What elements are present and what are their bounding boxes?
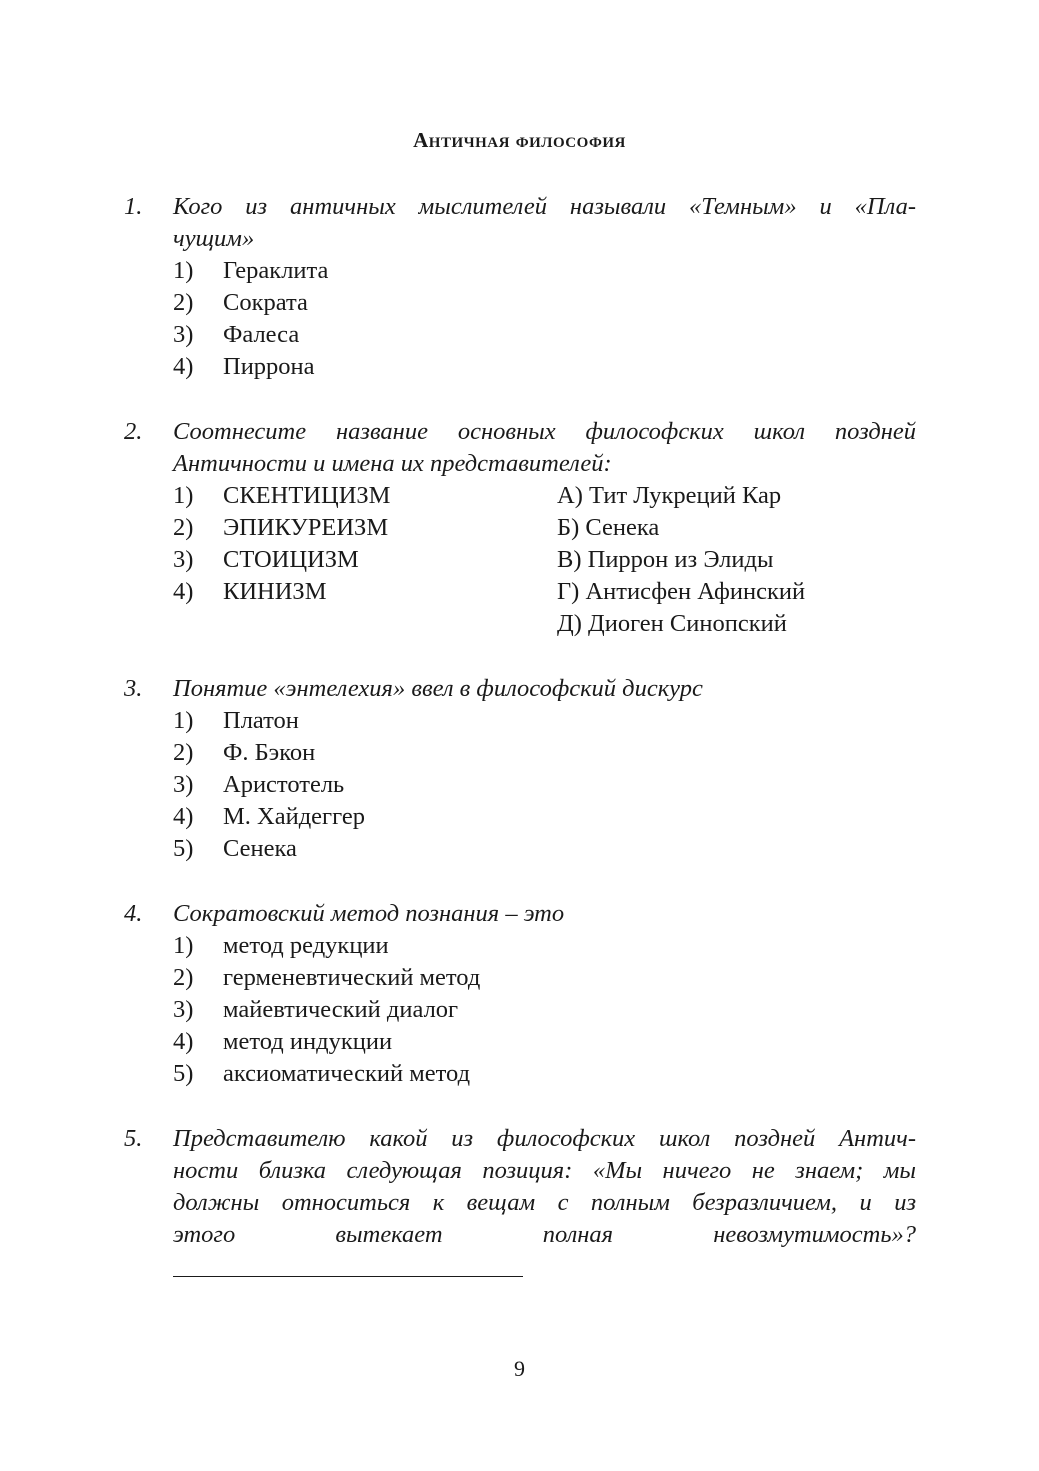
question-number: 5. [124,1125,143,1152]
option-text: КИНИЗМ [223,578,327,605]
option-number: 2) [173,514,194,541]
match-option: Г) Антисфен Афинский [557,578,806,605]
page-title: Античная философия [413,128,626,152]
option-number: 4) [173,353,194,380]
question-text-line: ности близка следующая позиция: «Мы ничего не знаем; мы [173,1157,916,1184]
question-text-line: Понятие «энтелехия» ввел в философский дискурс [173,675,703,702]
option-number: 3) [173,771,194,798]
match-option: Б) Сенека [557,514,660,541]
option-text: герменевтический метод [223,964,481,991]
option-text: Ф. Бэкон [223,739,316,766]
option-number: 4) [173,578,194,605]
option-number: 3) [173,996,194,1023]
option-number: 3) [173,321,194,348]
question-text-line: Античности и имена их представителей: [173,450,612,477]
match-option: Д) Диоген Синопский [557,610,787,637]
option-text: майевтический диалог [223,996,459,1023]
option-text: СТОИЦИЗМ [223,546,359,573]
question-number: 2. [124,418,143,445]
question-text-line: Соотнесите название основных философских школ поздней [173,418,916,445]
question-text-line: чущим» [173,225,255,252]
question-number: 3. [124,675,143,702]
option-number: 4) [173,1028,194,1055]
option-text: метод редукции [223,932,389,959]
option-number: 1) [173,932,194,959]
option-number: 1) [173,482,194,509]
option-text: Гераклита [223,257,329,284]
option-text: Сократа [223,289,308,316]
option-number: 2) [173,739,194,766]
option-text: Пиррона [223,353,315,380]
option-number: 4) [173,803,194,830]
option-number: 2) [173,964,194,991]
option-text: Аристотель [223,771,345,798]
option-number: 5) [173,1060,194,1087]
option-number: 1) [173,257,194,284]
option-text: ЭПИКУРЕИЗМ [223,514,389,541]
option-number: 2) [173,289,194,316]
question-number: 1. [124,193,143,220]
option-number: 1) [173,707,194,734]
option-text: СКЕНТИЦИЗМ [223,482,391,509]
option-text: Сенека [223,835,297,862]
answer-blank-line[interactable] [173,1276,523,1277]
option-number: 3) [173,546,194,573]
option-text: метод индукции [223,1028,393,1055]
option-number: 5) [173,835,194,862]
option-text: аксиоматический метод [223,1060,471,1087]
option-text: Платон [223,707,299,734]
question-text-line: должны относиться к вещам с полным безразличием, и из [173,1189,916,1216]
question-text-line: Кого из античных мыслителей называли «Темным» и «Пла- [173,193,916,220]
question-text-line: этого вытекает полная невозмутимость»? [173,1221,916,1248]
match-option: В) Пиррон из Элиды [557,546,774,573]
question-number: 4. [124,900,143,927]
option-text: М. Хайдеггер [223,803,365,830]
match-option: А) Тит Лукреций Кар [557,482,782,509]
question-text-line: Представителю какой из философских школ поздней Антич- [173,1125,916,1152]
option-text: Фалеса [223,321,300,348]
question-text-line: Сократовский метод познания – это [173,900,565,927]
page-number: 9 [514,1356,525,1381]
